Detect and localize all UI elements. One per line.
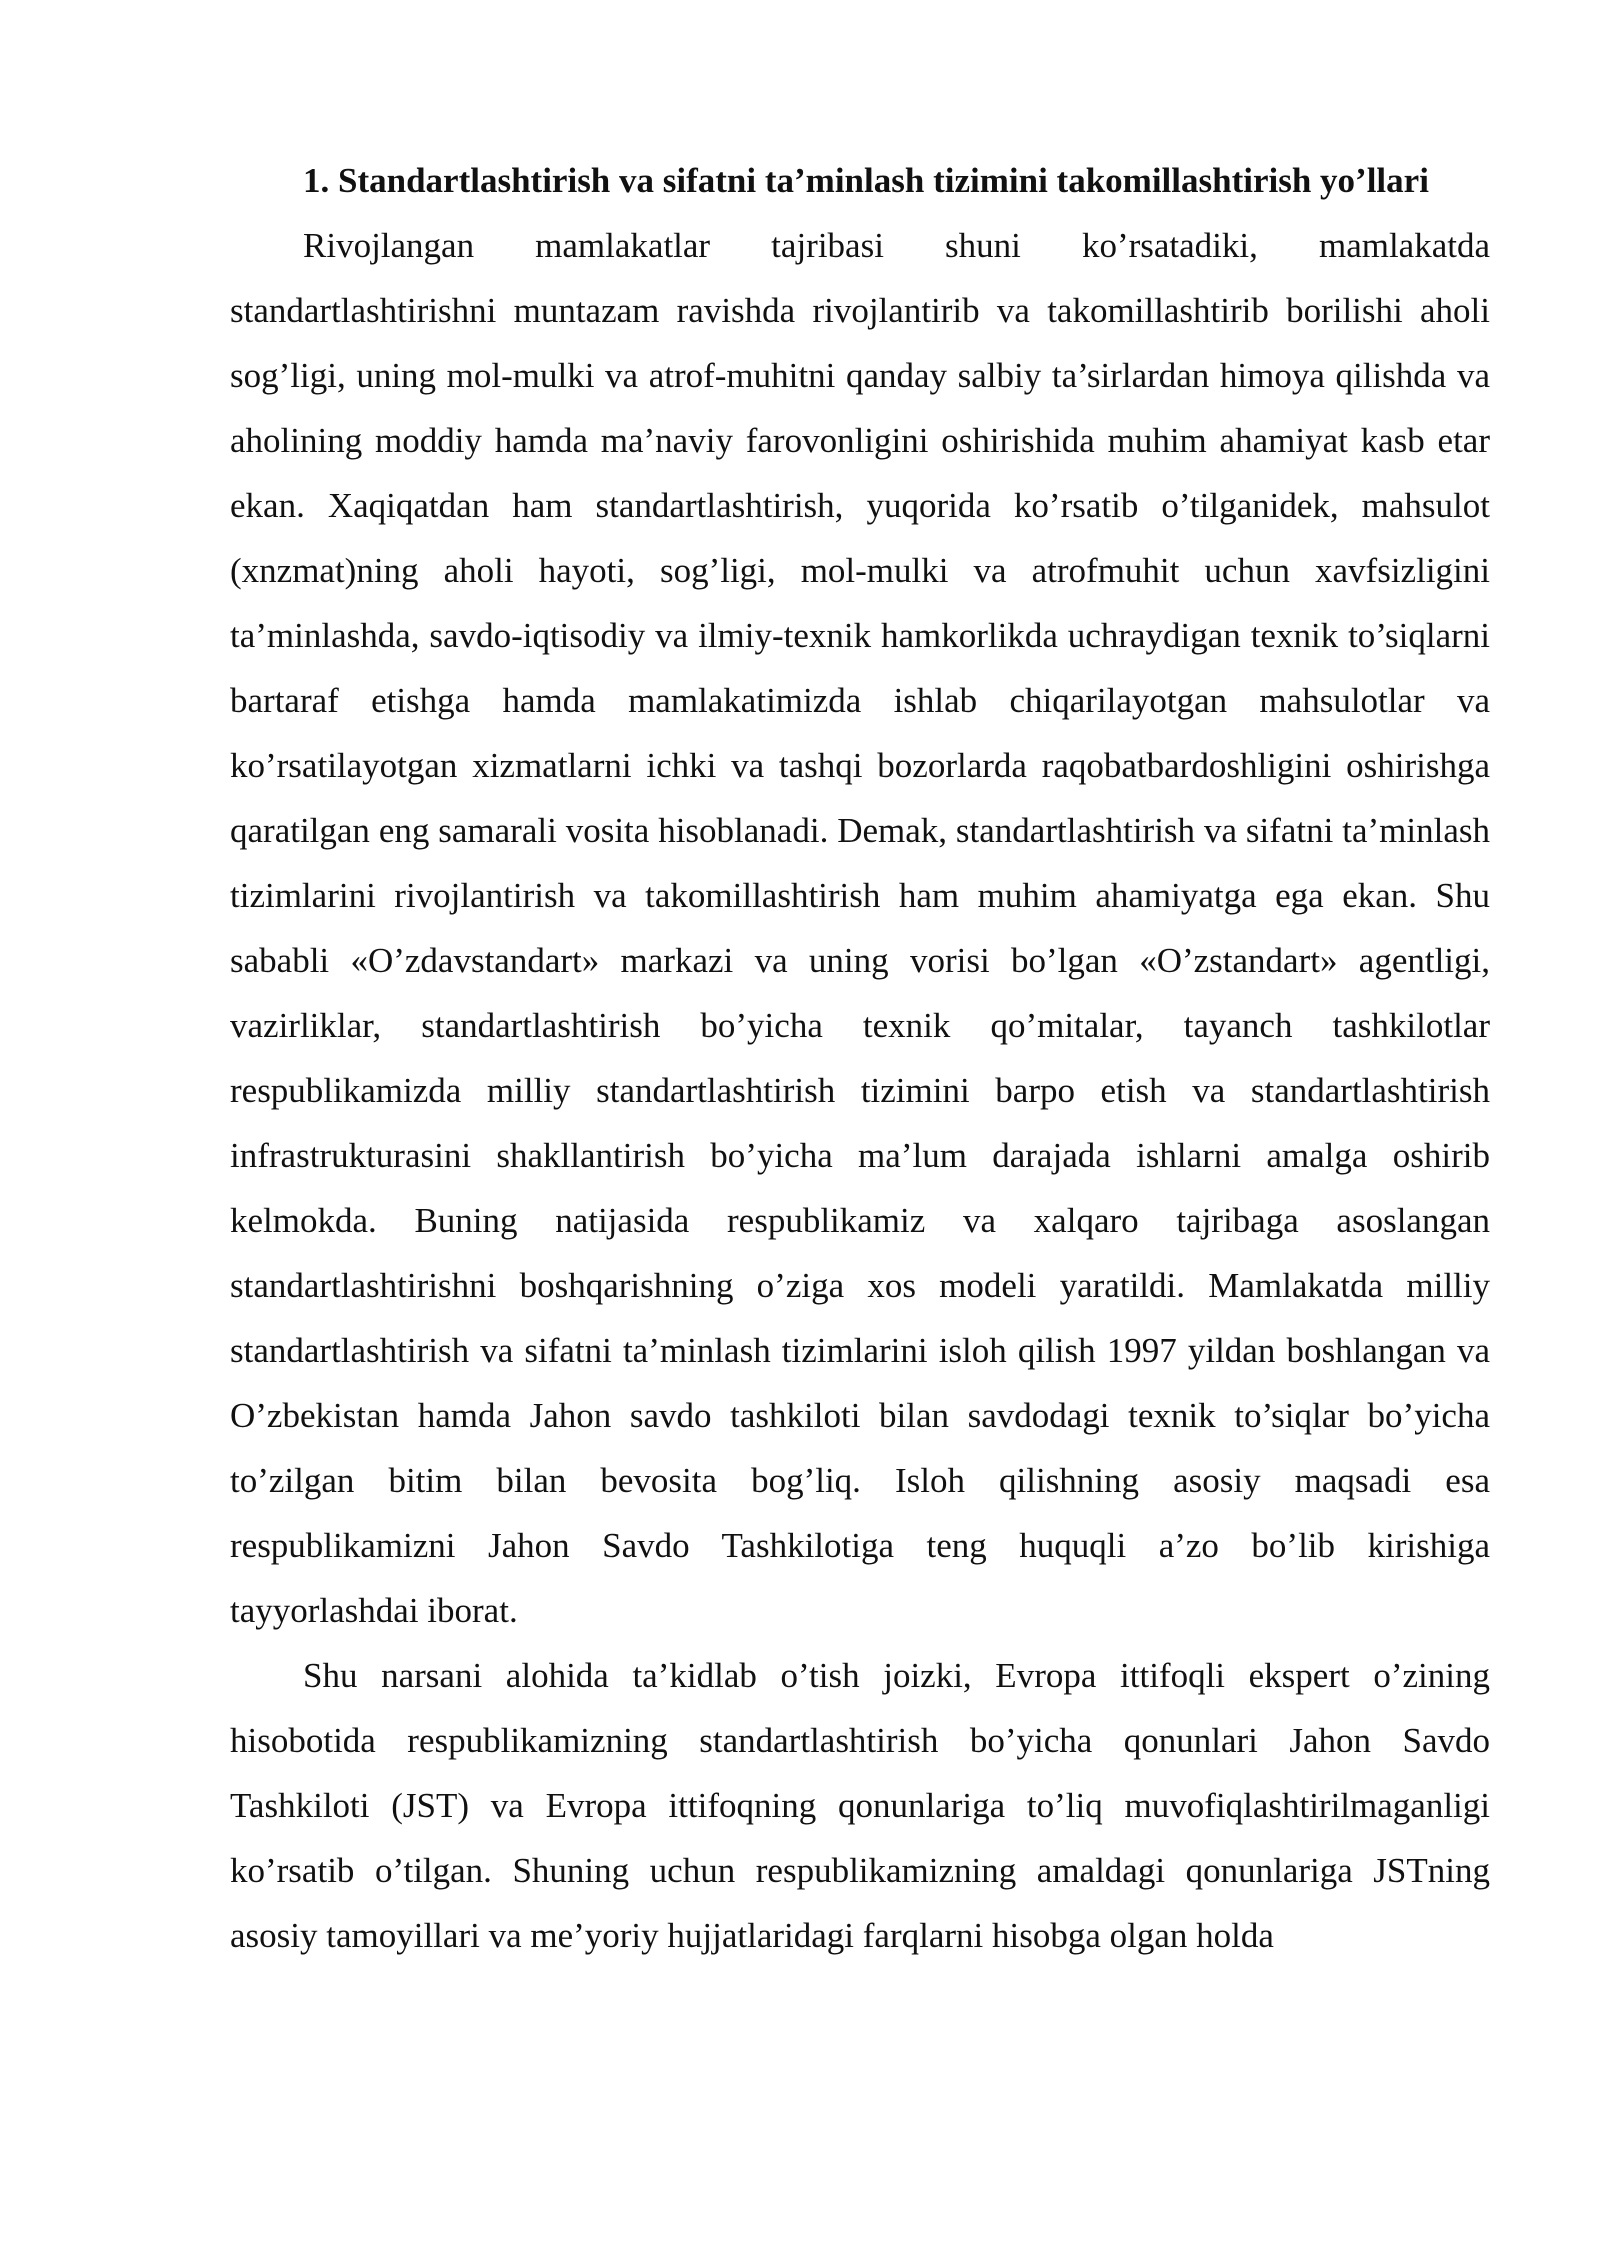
section-heading: 1. Standartlashtirish va sifatni ta’minlash tizimini takomillashtirish yo’llari: [303, 161, 1429, 200]
document-page: [230, 148, 1490, 1968]
paragraph-1: Rivojlangan mamlakatlar tajribasi shuni ko’rsatadiki, mamlakatda standartlashtirishni muntazam ravishda rivojlantirib va takomillashtirib borilishi aholi sog’ligi, uning mol-mulki va atrof-muhitni qanday salbiy ta’sirlardan himoya qilishda va aholining moddiy hamda ma’naviy farovonligini oshirishida muhim ahamiyat kasb etar ekan. Xaqiqatdan ham standartlashtirish, yuqorida ko’rsatib o’tilganidek, mahsulot (xnzmat)ning aholi hayoti, sog’ligi, mol-mulki va atrofmuhit uchun xavfsizligini ta’minlashda, savdo-iqtisodiy va ilmiy-texnik hamkorlikda uchraydigan texnik to’siqlarni bartaraf etishga hamda mamlakatimizda ishlab chiqarilayotgan mahsulotlar va ko’rsatilayotgan xizmatlarni ichki va tashqi bozorlarda raqobatbardoshligini oshirishga qaratilgan eng samarali vosita hisoblanadi. Demak, standartlashtirish va sifatni ta’minlash tizimlarini rivojlantirish va takomillashtirish ham muhim ahamiyatga ega ekan. Shu sababli «O’zdavstandart» markazi va uning vorisi bo’lgan «O’zstandart» agentligi, vazirliklar, standartlashtirish bo’yicha texnik qo’mitalar, tayanch tashkilotlar respublikamizda milliy standartlashtirish tizimini barpo etish va standartlashtirish infrastrukturasini shakllantirish bo’yicha ma’lum darajada ishlarni amalga oshirib kelmokda. Buning natijasida respublikamiz va xalqaro tajribaga asoslangan standartlashtirishni boshqarishning o’ziga xos modeli yaratildi. Mamlakatda milliy standartlashtirish va sifatni ta’minlash tizimlarini isloh qilish 1997 yildan boshlangan va O’zbekistan hamda Jahon savdo tashkiloti bilan savdodagi texnik to’siqlar bo’yicha to’zilgan bitim bilan bevosita bog’liq. Isloh qilishning asosiy maqsadi esa respublikamizni Jahon Savdo Tashkilotiga teng huquqli a’zo bo’lib kirishiga tayyorlashdai iborat.: [230, 226, 1490, 1630]
paragraph-2: Shu narsani alohida ta’kidlab o’tish joizki, Evropa ittifoqli ekspert o’zining hisobotida respublikamizning standartlashtirish bo’yicha qonunlari Jahon Savdo Tashkiloti (JST) va Evropa ittifoqning qonunlariga to’liq muvofiqlashtirilmaganligi ko’rsatib o’tilgan. Shuning uchun respublikamizning amaldagi qonunlariga JSTning asosiy tamoyillari va me’yoriy hujjatlaridagi farqlarni hisobga olgan holda: [230, 1656, 1490, 1955]
